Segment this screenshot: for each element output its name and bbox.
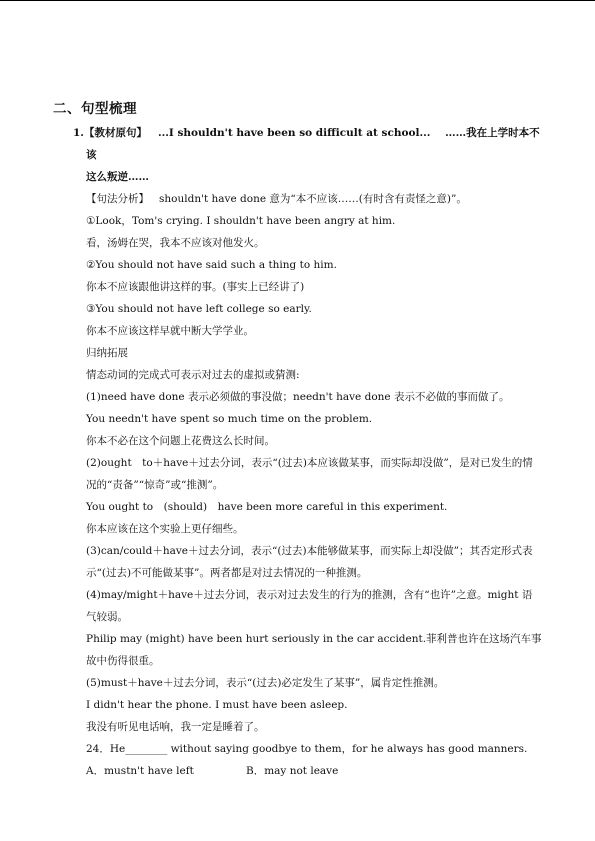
point-paragraph: Philip may (might) have been hurt seriously in the car accident.菲利普也许在这场汽车事故中伤得很重。 [86, 633, 542, 667]
item-translation-1: ……我在上学时本不该 [86, 127, 540, 161]
example-line: ②You should not have said such a thing to him. [86, 259, 337, 271]
choice-b[interactable]: B．may not leave [246, 765, 339, 777]
point-line: I didn't hear the phone. I must have been asleep. [86, 699, 348, 711]
point-paragraph: (5)must＋have＋过去分词，表示“(过去)必定发生了某事”，属肯定性推测。 [86, 677, 445, 689]
point-paragraph: (2)ought to＋have＋过去分词，表示“(过去)本应该做某事，而实际却没做”，是对已发生的情况的“责备”“惊奇”或“推测”。 [86, 457, 533, 491]
point-line: 你本应该在这个实验上更仔细些。 [86, 523, 244, 535]
item-sentence: ...I shouldn't have been so difficult at school... [157, 127, 431, 139]
question-stem: 24．He________ without saying goodbye to them，for he always has good manners. [86, 743, 528, 755]
example-line: 你本不应该跟他讲这样的事。(事实上已经讲了) [86, 281, 305, 293]
choice-a[interactable]: A．mustn't have left [86, 765, 194, 777]
point-line: You ought to (should) have been more careful in this experiment. [86, 501, 448, 513]
summary-intro: 情态动词的完成式可表示对过去的虚拟或猜测: [86, 369, 300, 381]
point-line: You needn't have spent so much time on the problem. [86, 413, 373, 425]
item-translation-2: 这么叛逆…… [86, 171, 149, 183]
analysis-text: shouldn't have done 意为“本不应该……(有时含有责怪之意)”。 [159, 193, 467, 205]
example-line: ①Look，Tom's crying. I shouldn't have been angry at him. [86, 215, 396, 227]
summary-heading: 归纳拓展 [86, 347, 128, 359]
example-line: 你本不应该这样早就中断大学学业。 [86, 325, 254, 337]
analysis-tag: 【句法分析】 [86, 193, 149, 205]
analysis-line [86, 188, 542, 210]
section-title: 二、句型梳理 [53, 101, 137, 117]
item-number: 1. [73, 127, 84, 139]
top-border-line [0, 0, 595, 1]
example-line: ③You should not have left college so early. [86, 303, 312, 315]
item-1-heading [73, 122, 542, 166]
point-line: (1)need have done 表示必须做的事没做；needn't have done 表示不必做的事而做了。 [86, 391, 510, 403]
point-line: 你本不必在这个问题上花费这么长时间。 [86, 435, 275, 447]
question-choices [86, 760, 542, 782]
document-body [73, 122, 542, 782]
item-tag: 【教材原句】 [83, 127, 147, 139]
example-line: 看，汤姆在哭，我本不应该对他发火。 [86, 237, 265, 249]
point-paragraph: (4)may/might＋have＋过去分词，表示对过去发生的行为的推测，含有“也许”之意。might 语气较弱。 [86, 589, 533, 623]
point-paragraph: (3)can/could＋have＋过去分词，表示“(过去)本能够做某事，而实际上却没做”；其否定形式表示“(过去)不可能做某事”。两者都是对过去情况的一种推测。 [86, 545, 533, 579]
point-line: 我没有听见电话响，我一定是睡着了。 [86, 721, 265, 733]
